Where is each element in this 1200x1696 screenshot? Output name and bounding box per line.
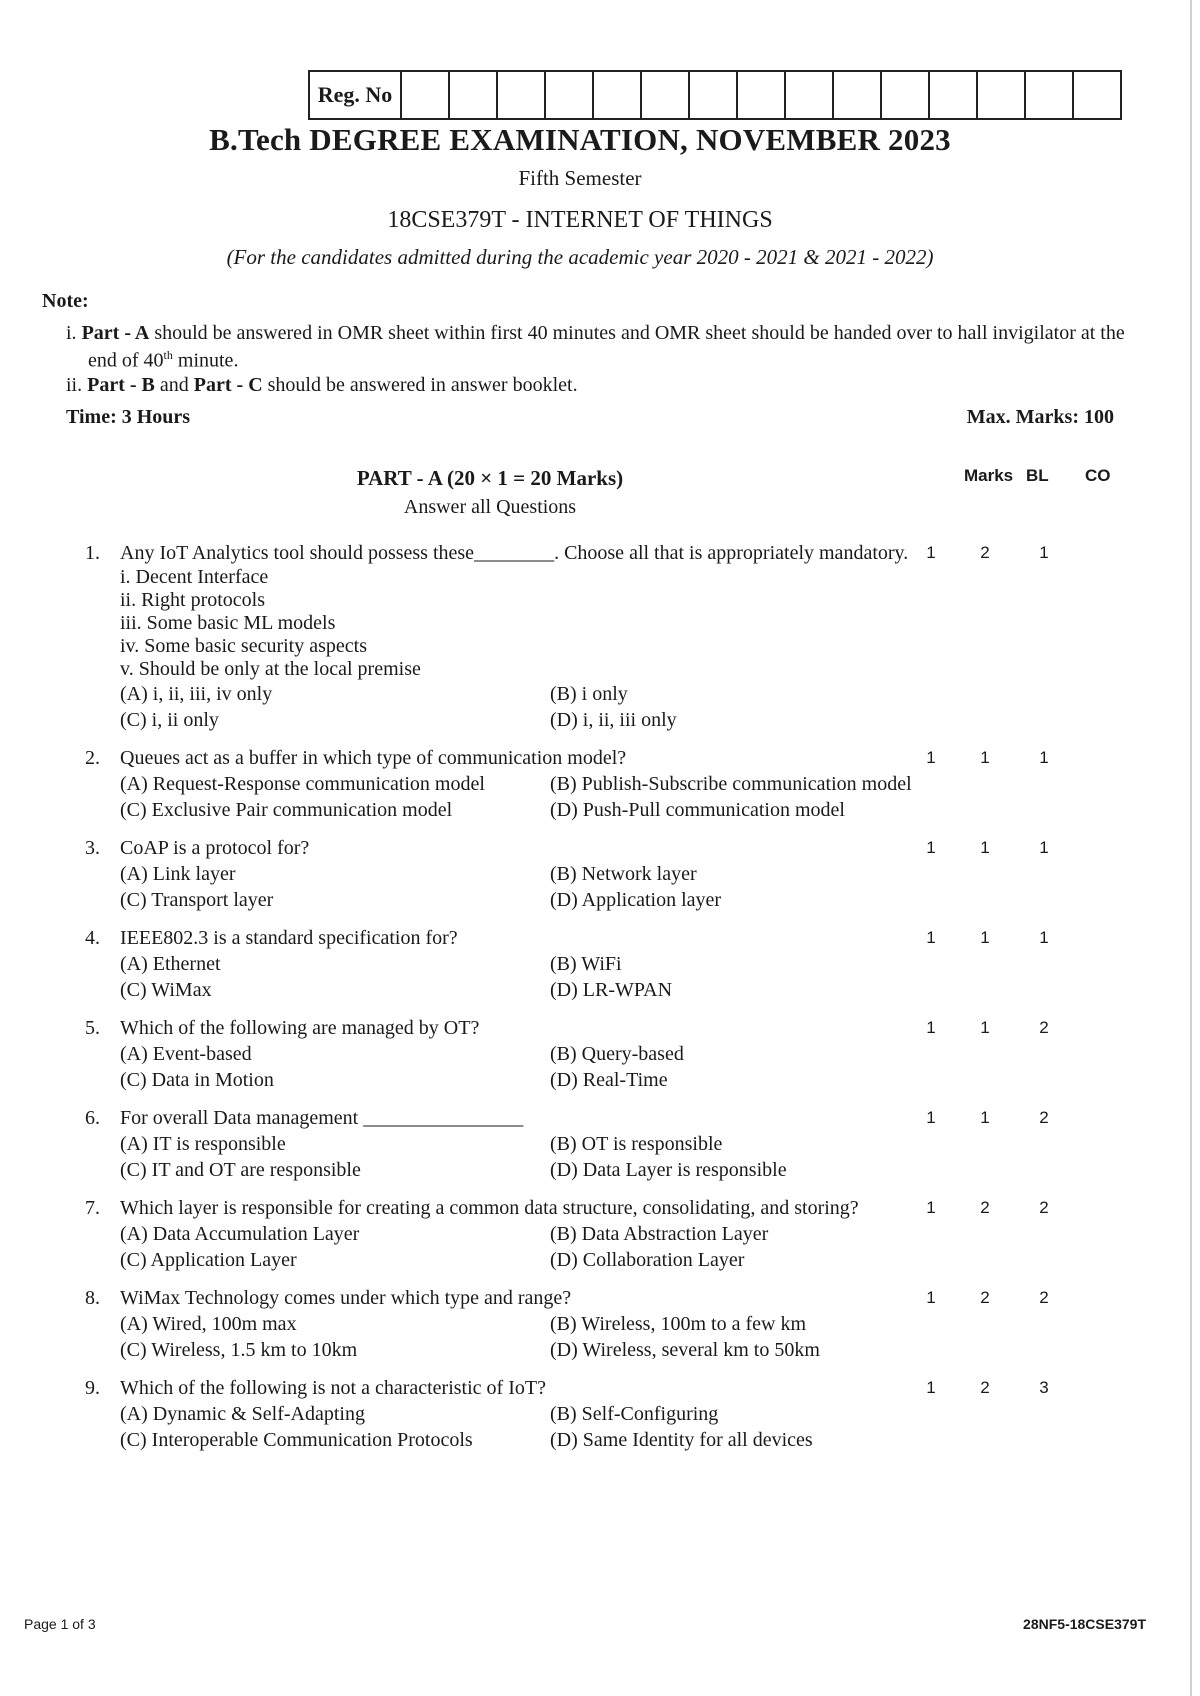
question-item — [70, 1195, 1150, 1273]
reg-no-cell — [498, 72, 546, 118]
notes-list — [66, 322, 1126, 398]
note-sup: th — [163, 348, 173, 362]
reg-no-cell — [882, 72, 930, 118]
question-item — [70, 1015, 1150, 1093]
scan-edge — [1190, 0, 1192, 1696]
reg-no-cell — [594, 72, 642, 118]
question-marks: 1 — [926, 928, 936, 947]
reg-no-cell — [450, 72, 498, 118]
option-d: (D) Same Identity for all devices — [550, 1429, 813, 1451]
question-co: 1 — [1039, 543, 1049, 562]
reg-no-cell — [642, 72, 690, 118]
option-c: (C) Interoperable Communication Protocols — [120, 1429, 473, 1451]
option-b: (B) OT is responsible — [550, 1133, 723, 1155]
option-c: (C) IT and OT are responsible — [120, 1159, 361, 1181]
option-a: (A) Wired, 100m max — [120, 1313, 297, 1335]
part-a-instruction: Answer all Questions — [403, 496, 577, 518]
question-marks: 1 — [926, 1378, 936, 1397]
option-b: (B) Publish-Subscribe communication model — [550, 773, 912, 795]
reg-no-cell — [834, 72, 882, 118]
note-prefix: i. — [66, 322, 77, 344]
option-a: (A) Data Accumulation Layer — [120, 1223, 360, 1245]
course-title: 18CSE379T - INTERNET OF THINGS — [387, 207, 773, 233]
question-marks: 1 — [926, 543, 936, 562]
question-item — [70, 540, 1150, 733]
admitted-years: (For the candidates admitted during the academic year 2020 - 2021 & 2021 - 2022) — [226, 245, 934, 269]
option-c: (C) Application Layer — [120, 1249, 297, 1271]
question-number: 9. — [85, 1377, 100, 1399]
option-d: (D) Wireless, several km to 50km — [550, 1339, 820, 1361]
col-bl-header: BL — [1026, 466, 1049, 485]
option-b: (B) Query-based — [550, 1043, 684, 1065]
exam-duration: Time: 3 Hours — [66, 406, 191, 428]
col-marks-header: Marks — [964, 466, 1014, 485]
reg-no-cell — [402, 72, 450, 118]
part-a-heading: PART - A (20 × 1 = 20 Marks) — [356, 466, 624, 490]
question-item — [70, 1375, 1150, 1453]
question-number: 6. — [85, 1107, 100, 1129]
question-text: IEEE802.3 is a standard specification for? — [120, 927, 458, 949]
question-co: 2 — [1039, 1018, 1049, 1037]
note-bold2: Part - C — [193, 373, 263, 396]
question-number: 2. — [85, 747, 100, 769]
question-bl: 1 — [980, 1018, 990, 1037]
question-bl: 2 — [980, 1198, 990, 1217]
note-item — [66, 322, 1126, 372]
question-co: 3 — [1039, 1378, 1049, 1397]
question-marks: 1 — [926, 1018, 936, 1037]
question-item — [70, 925, 1150, 1003]
option-d: (D) Real-Time — [550, 1069, 668, 1091]
option-a: (A) Ethernet — [120, 953, 221, 975]
max-marks: Max. Marks: 100 — [966, 406, 1114, 428]
option-b: (B) i only — [550, 683, 628, 705]
option-d: (D) Application layer — [550, 889, 722, 911]
note-mid: and — [154, 373, 194, 396]
reg-no-cells — [402, 72, 1120, 118]
question-item — [70, 835, 1150, 913]
question-bl: 2 — [980, 1288, 990, 1307]
question-text: Any IoT Analytics tool should possess these________. Choose all that is appropriately mandatory. — [120, 542, 909, 564]
note-heading: Note: — [42, 290, 89, 312]
col-co-header: CO — [1085, 466, 1111, 485]
question-item — [70, 1285, 1150, 1363]
note-bold1: Part - B — [87, 373, 155, 396]
question-bl: 2 — [980, 543, 990, 562]
note-tail: minute. — [172, 349, 239, 372]
question-bl: 2 — [980, 1378, 990, 1397]
question-co: 2 — [1039, 1288, 1049, 1307]
note-text: should be answered in answer booklet. — [262, 373, 578, 396]
question-marks: 1 — [926, 838, 936, 857]
reg-no-cell — [690, 72, 738, 118]
statement-item: i. Decent Interface — [120, 566, 269, 588]
option-a: (A) IT is responsible — [120, 1133, 286, 1155]
question-text: Which layer is responsible for creating a common data structure, consolidating, and storing? — [120, 1197, 859, 1219]
reg-no-cell — [1026, 72, 1074, 118]
option-b: (B) Data Abstraction Layer — [550, 1223, 769, 1245]
option-c: (C) Data in Motion — [120, 1069, 274, 1091]
option-d: (D) i, ii, iii only — [550, 709, 677, 731]
question-co: 1 — [1039, 928, 1049, 947]
option-a: (A) Request-Response communication model — [120, 773, 485, 795]
option-d: (D) Collaboration Layer — [550, 1249, 745, 1271]
option-b: (B) Self-Configuring — [550, 1403, 719, 1425]
question-item — [70, 745, 1150, 823]
question-item — [70, 1105, 1150, 1183]
question-marks: 1 — [926, 1288, 936, 1307]
question-number: 7. — [85, 1197, 100, 1219]
question-co: 1 — [1039, 838, 1049, 857]
note-item — [66, 374, 1126, 396]
option-a: (A) Dynamic & Self-Adapting — [120, 1403, 365, 1425]
question-bl: 1 — [980, 928, 990, 947]
option-b: (B) Wireless, 100m to a few km — [550, 1313, 806, 1335]
question-marks: 1 — [926, 748, 936, 767]
option-d: (D) Data Layer is responsible — [550, 1159, 787, 1181]
option-a: (A) i, ii, iii, iv only — [120, 683, 273, 705]
reg-no-cell — [786, 72, 834, 118]
question-number: 8. — [85, 1287, 100, 1309]
statement-item: v. Should be only at the local premise — [120, 658, 421, 680]
paper-code: 28NF5-18CSE379T — [1023, 1616, 1146, 1632]
statement-item: ii. Right protocols — [120, 589, 265, 611]
question-marks: 1 — [926, 1108, 936, 1127]
option-c: (C) Transport layer — [120, 889, 274, 911]
question-bl: 1 — [980, 838, 990, 857]
reg-no-cell — [738, 72, 786, 118]
question-marks: 1 — [926, 1198, 936, 1217]
reg-no-cell — [1074, 72, 1120, 118]
note-prefix: ii. — [66, 373, 83, 396]
option-a: (A) Link layer — [120, 863, 236, 885]
reg-no-box — [308, 70, 1122, 120]
page-number: Page 1 of 3 — [24, 1616, 96, 1632]
question-list — [70, 540, 1150, 1465]
statement-item: iii. Some basic ML models — [120, 612, 336, 634]
question-bl: 1 — [980, 1108, 990, 1127]
option-d: (D) Push-Pull communication model — [550, 799, 845, 821]
question-co: 2 — [1039, 1108, 1049, 1127]
reg-no-label: Reg. No — [310, 72, 402, 118]
option-c: (C) i, ii only — [120, 709, 219, 731]
question-co: 1 — [1039, 748, 1049, 767]
question-text: For overall Data management ________________ — [120, 1107, 524, 1129]
exam-title: B.Tech DEGREE EXAMINATION, NOVEMBER 2023 — [209, 122, 951, 157]
question-number: 3. — [85, 837, 100, 859]
option-a: (A) Event-based — [120, 1043, 252, 1065]
reg-no-cell — [978, 72, 1026, 118]
note-bold1: Part - A — [81, 322, 150, 344]
question-text: WiMax Technology comes under which type and range? — [120, 1287, 572, 1309]
question-text: Queues act as a buffer in which type of communication model? — [120, 747, 627, 769]
question-bl: 1 — [980, 748, 990, 767]
option-d: (D) LR-WPAN — [550, 979, 673, 1001]
reg-no-cell — [930, 72, 978, 118]
question-text: Which of the following are managed by OT? — [120, 1017, 480, 1039]
question-co: 2 — [1039, 1198, 1049, 1217]
note-text: should be answered in OMR sheet within first 40 minutes and OMR sheet should be handed over to hall invigilator at the end of 40 — [88, 322, 1125, 372]
question-number: 4. — [85, 927, 100, 949]
question-number: 1. — [85, 542, 100, 564]
option-c: (C) Exclusive Pair communication model — [120, 799, 453, 821]
option-b: (B) WiFi — [550, 953, 622, 975]
question-text: CoAP is a protocol for? — [120, 837, 310, 859]
reg-no-cell — [546, 72, 594, 118]
question-number: 5. — [85, 1017, 100, 1039]
semester: Fifth Semester — [518, 166, 642, 190]
question-text: Which of the following is not a characteristic of IoT? — [120, 1377, 546, 1399]
option-c: (C) Wireless, 1.5 km to 10km — [120, 1339, 358, 1361]
option-c: (C) WiMax — [120, 979, 212, 1001]
statement-item: iv. Some basic security aspects — [120, 635, 367, 657]
option-b: (B) Network layer — [550, 863, 697, 885]
